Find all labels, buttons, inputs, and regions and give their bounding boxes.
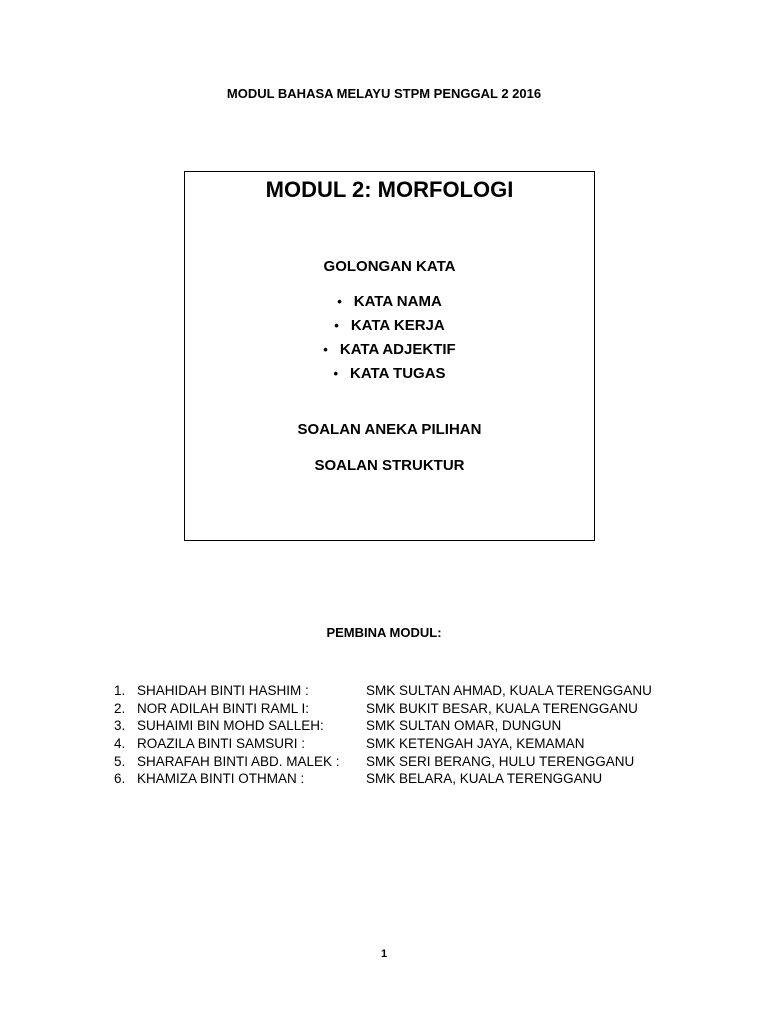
member-name: KHAMIZA BINTI OTHMAN : [137,771,305,787]
member-school: SMK BELARA, KUALA TERENGGANU [366,771,603,787]
module-title: MODUL 2: MORFOLOGI [265,177,514,202]
soalan-struktur: SOALAN STRUKTUR [314,457,465,474]
list-item [114,753,652,771]
page-number: 1 [380,948,388,960]
member-list [114,682,652,788]
member-school: SMK KETENGAH JAYA, KEMAMAN [366,736,585,752]
member-number: 4. [114,736,126,752]
kata-list-item: • KATA TUGAS [185,362,594,386]
kata-list-item: • KATA ADJEKTIF [185,338,594,362]
member-school: SMK SERI BERANG, HULU TERENGGANU [366,753,635,769]
bullet-icon: • [323,342,328,357]
list-item [114,682,652,700]
list-item [114,717,652,735]
member-school: SMK BUKIT BESAR, KUALA TERENGGANU [366,700,638,716]
list-item [114,770,652,788]
member-name: SHARAFAH BINTI ABD. MALEK : [137,753,340,769]
golongan-kata-heading: GOLONGAN KATA [323,258,456,275]
member-number: 6. [114,771,126,787]
member-number: 3. [114,718,126,734]
member-name: SHAHIDAH BINTI HASHIM : [137,683,309,698]
member-number: 5. [114,753,126,769]
bullet-icon: • [334,318,339,333]
document-header: MODUL BAHASA MELAYU STPM PENGGAL 2 2016 [226,86,542,101]
list-item [114,700,652,718]
member-name: SUHAIMI BIN MOHD SALLEH: [137,718,324,734]
pembina-heading: PEMBINA MODUL: [326,625,442,640]
member-number: 2. [114,700,126,716]
list-item [114,735,652,753]
member-name: NOR ADILAH BINTI RAML I: [137,700,310,716]
member-number: 1. [114,683,126,698]
kata-list-item: • KATA KERJA [185,314,594,338]
kata-list [185,290,594,386]
member-school: SMK SULTAN OMAR, DUNGUN [366,718,562,734]
kata-list-item: • KATA NAMA [185,290,594,314]
bullet-icon: • [333,366,338,381]
member-school: SMK SULTAN AHMAD, KUALA TERENGGANU [366,683,652,698]
soalan-aneka-pilihan: SOALAN ANEKA PILIHAN [297,421,482,438]
module-title-box [184,171,595,541]
bullet-icon: • [337,294,342,309]
member-name: ROAZILA BINTI SAMSURI : [137,736,306,752]
